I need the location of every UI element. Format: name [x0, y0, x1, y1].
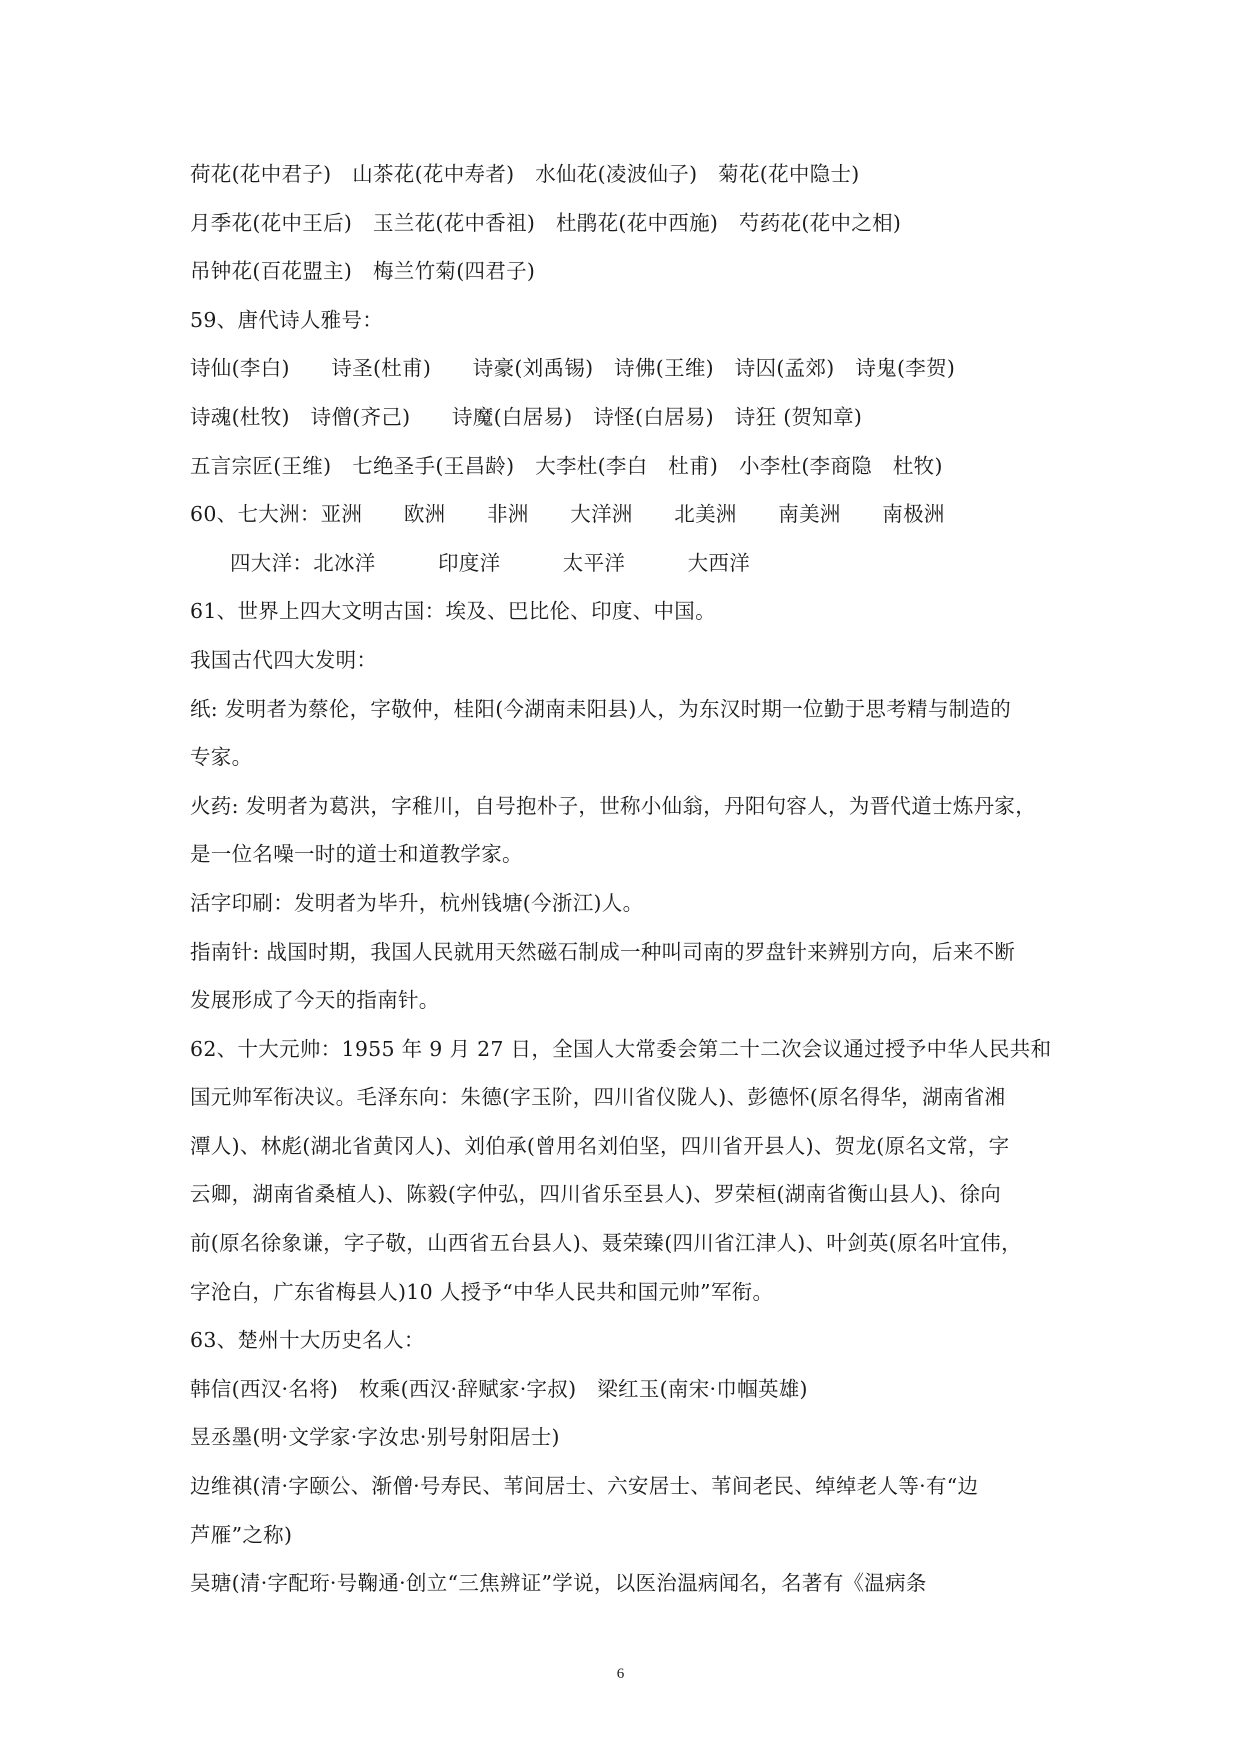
- text-line: 纸: 发明者为蔡伦，字敬仲，桂阳(今湖南耒阳县)人，为东汉时期一位勤于思考精与制造的: [190, 696, 1012, 721]
- text-line: 我国古代四大发明：: [190, 647, 378, 672]
- text-line: 火药: 发明者为葛洪，字稚川，自号抱朴子，世称小仙翁，丹阳句容人，为晋代道士炼丹家，: [190, 793, 1037, 818]
- text-line: 韩信(西汉·名将) 枚乘(西汉·辞赋家·字叔) 梁红玉(南宋·巾帼英雄): [190, 1376, 808, 1401]
- text-line: 诗仙(李白) 诗圣(杜甫) 诗豪(刘禹锡) 诗佛(王维) 诗囚(孟郊) 诗鬼(李贺): [190, 356, 956, 381]
- text-line: 发展形成了今天的指南针。: [190, 988, 440, 1013]
- text-line: 国元帅军衔决议。毛泽东向：朱德(字玉阶，四川省仪陇人)、彭德怀(原名得华，湖南省湘: [190, 1085, 1006, 1110]
- text-line: 五言宗匠(王维) 七绝圣手(王昌龄) 大李杜(李白 杜甫) 小李杜(李商隐 杜牧): [190, 453, 943, 478]
- text-line: 四大洋：北冰洋 印度洋 太平洋 大西洋: [230, 550, 750, 575]
- text-line: 前(原名徐象谦，字子敬，山西省五台县人)、聂荣臻(四川省江津人)、叶剑英(原名叶宜伟，: [190, 1231, 1022, 1256]
- section-heading: 62、十大元帅：1955 年 9 月 27 日，全国人大常委会第二十二次会议通过授予中华人民共和: [190, 1036, 1052, 1061]
- text-line: 月季花(花中王后) 玉兰花(花中香祖) 杜鹃花(花中西施) 芍药花(花中之相): [190, 210, 902, 235]
- text-line: 云卿，湖南省桑植人)、陈毅(字仲弘，四川省乐至县人)、罗荣桓(湖南省衡山县人)、徐向: [190, 1182, 1002, 1207]
- section-heading: 63、楚州十大历史名人：: [190, 1328, 425, 1353]
- section-heading: 60、七大洲：亚洲 欧洲 非洲 大洋洲 北美洲 南美洲 南极洲: [190, 502, 945, 527]
- text-line: 芦雁”之称): [190, 1522, 293, 1547]
- text-line: 专家。: [190, 745, 253, 770]
- text-line: 活字印刷：发明者为毕升，杭州钱塘(今浙江)人。: [190, 890, 644, 915]
- text-line: 潭人)、林彪(湖北省黄冈人)、刘伯承(曾用名刘伯坚，四川省开县人)、贺龙(原名文常，字: [190, 1133, 1010, 1158]
- text-line: 昱丞墨(明·文学家·字汝忠·别号射阳居士): [190, 1425, 560, 1450]
- section-heading: 61、世界上四大文明古国：埃及、巴比伦、印度、中国。: [190, 599, 716, 624]
- text-line: 指南针: 战国时期，我国人民就用天然磁石制成一种叫司南的罗盘针来辨别方向，后来不断: [190, 939, 1016, 964]
- text-line: 吊钟花(百花盟主) 梅兰竹菊(四君子): [190, 259, 536, 284]
- page-number: 6: [616, 1666, 625, 1682]
- text-line: 吴瑭(清·字配珩·号鞠通·创立“三焦辨证”学说，以医治温病闻名，名著有《温病条: [190, 1571, 927, 1596]
- text-line: 字沧白，广东省梅县人)10 人授予“中华人民共和国元帅”军衔。: [190, 1279, 774, 1304]
- text-line: 边维祺(清·字颐公、渐僧·号寿民、苇间居士、六安居士、苇间老民、绰绰老人等·有“边: [190, 1474, 979, 1499]
- text-line: 诗魂(杜牧) 诗僧(齐己) 诗魔(白居易) 诗怪(白居易) 诗狂 (贺知章): [190, 404, 863, 429]
- document-body: [190, 150, 1070, 1608]
- section-heading: 59、唐代诗人雅号：: [190, 307, 384, 332]
- text-line: 荷花(花中君子) 山茶花(花中寿者) 水仙花(凌波仙子) 菊花(花中隐士): [190, 162, 860, 186]
- text-line: 是一位名噪一时的道士和道教学家。: [190, 842, 523, 867]
